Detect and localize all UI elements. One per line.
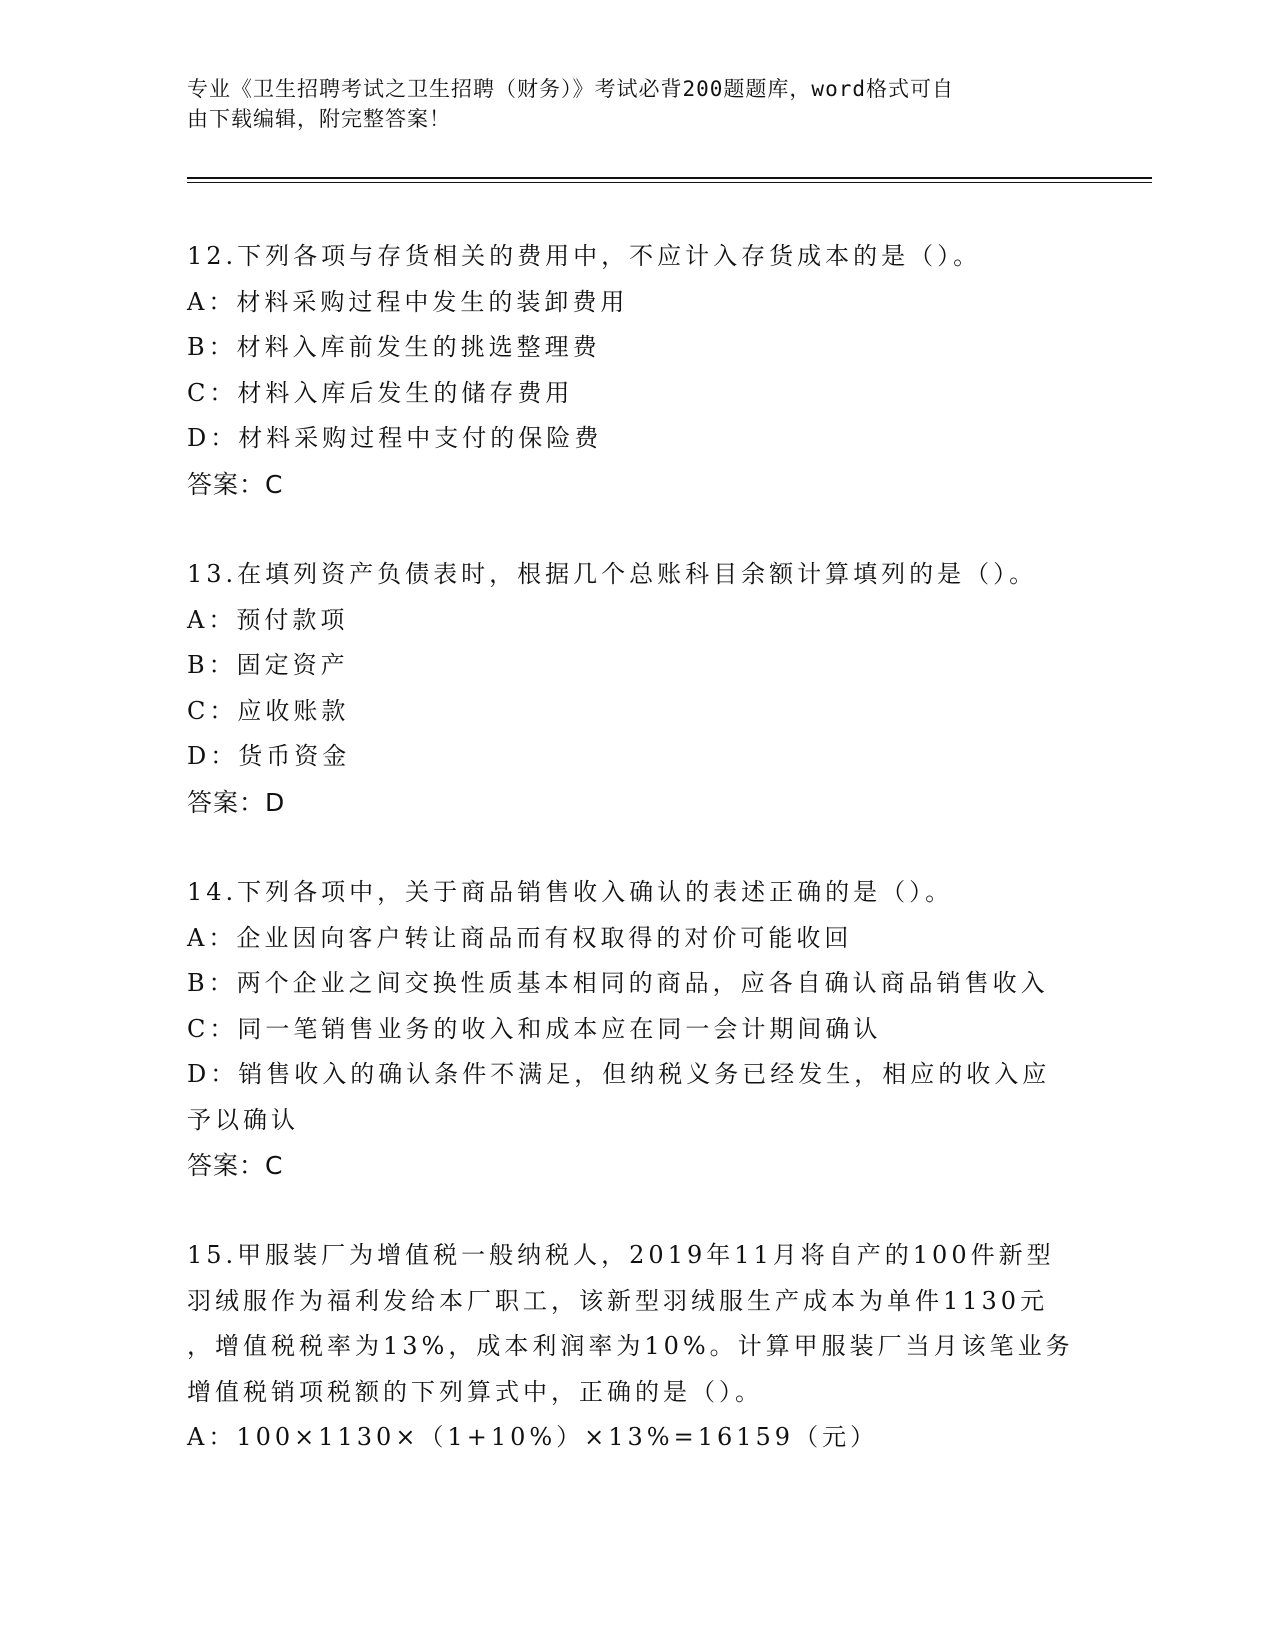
- option-d: D：材料采购过程中支付的保险费: [187, 424, 603, 452]
- question-stem-line-4: 增值税销项税额的下列算式中，正确的是（）。: [187, 1377, 763, 1406]
- header-line-1: 专业《卫生招聘考试之卫生招聘（财务）》考试必背200题题库，word格式可自: [187, 77, 954, 101]
- option-a: A：企业因向客户转让商品而有权取得的对价可能收回: [187, 923, 853, 952]
- answer: 答案：D: [187, 787, 286, 817]
- option-a: A：预付款项: [187, 605, 349, 634]
- option-b: B：两个企业之间交换性质基本相同的商品，应各自确认商品销售收入: [187, 969, 1049, 997]
- document-header: [187, 74, 1067, 134]
- header-divider-thick: [187, 177, 1152, 179]
- option-c: C：应收账款: [187, 696, 350, 725]
- option-c: C：材料入库后发生的储存费用: [187, 378, 574, 407]
- question-stem: 13.在填列资产负债表时，根据几个总账科目余额计算填列的是（）。: [187, 560, 1038, 588]
- question-12: [187, 234, 1067, 507]
- question-stem: 15.甲服装厂为增值税一般纳税人，2019年11月将自产的100件新型: [187, 1241, 1055, 1269]
- question-stem-line-3: ，增值税税率为13%，成本利润率为10%。计算甲服装厂当月该笔业务: [187, 1332, 1074, 1360]
- option-d: D：销售收入的确认条件不满足，但纳税义务已经发生，相应的收入应: [187, 1060, 1051, 1088]
- question-14: [187, 870, 1067, 1189]
- answer: 答案：C: [187, 1151, 284, 1180]
- question-15: [187, 1233, 1074, 1461]
- question-stem-line-2: 羽绒服作为福利发给本厂职工，该新型羽绒服生产成本为单件1130元: [187, 1286, 1049, 1315]
- option-a: A：材料采购过程中发生的装卸费用: [187, 287, 629, 316]
- question-stem: 12.下列各项与存货相关的费用中，不应计入存货成本的是（）。: [187, 242, 982, 270]
- question-stem: 14.下列各项中，关于商品销售收入确认的表述正确的是（）。: [187, 878, 954, 906]
- option-d: D：货币资金: [187, 742, 351, 770]
- option-a: A：100×1130×（1+10%）×13%=16159（元）: [187, 1423, 879, 1451]
- header-line-2: 由下载编辑，附完整答案！: [187, 107, 451, 131]
- header-divider-thin: [187, 182, 1152, 183]
- option-b: B：固定资产: [187, 651, 349, 679]
- option-d-continued: 予以确认: [187, 1105, 299, 1134]
- option-b: B：材料入库前发生的挑选整理费: [187, 333, 601, 361]
- question-13: [187, 552, 1067, 825]
- option-c: C：同一笔销售业务的收入和成本应在同一会计期间确认: [187, 1014, 882, 1043]
- answer: 答案：C: [187, 469, 284, 499]
